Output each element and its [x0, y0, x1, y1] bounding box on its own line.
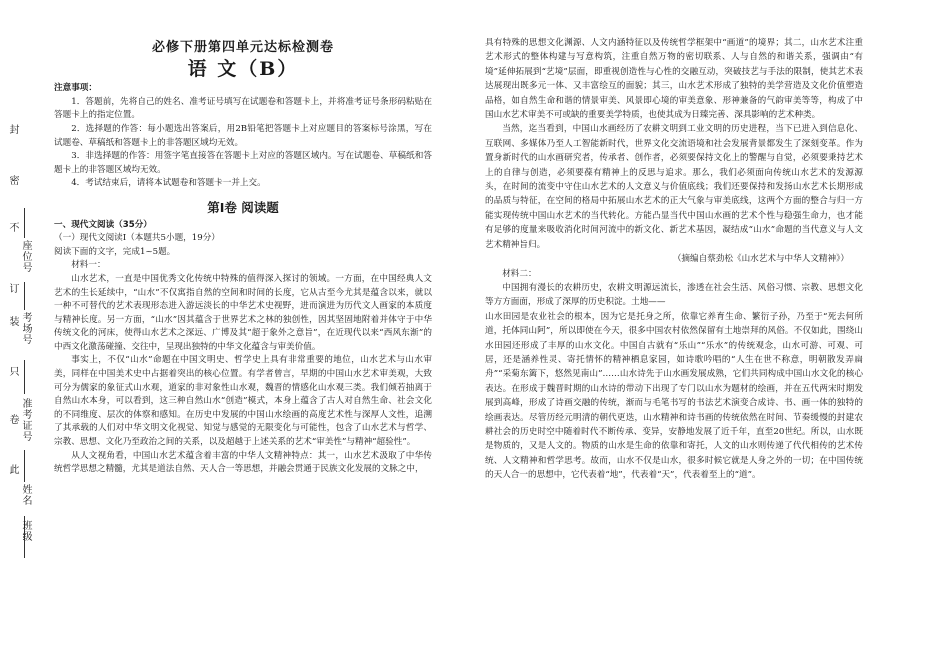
ticket-line: [24, 360, 25, 394]
exam-room-line: [24, 282, 25, 310]
part-heading: 一、现代文阅读（35分）: [54, 219, 152, 230]
paragraph: 当然，迄当看到，中国山水画经历了农耕文明到工业文明的历史进程，当下已进入到信息化、互联网、多媒体乃至人工智能新时代，世界文化交流语境和社会发展背景都发生了深刻变革。作为置身新时代的山水画研究者，传承者、创作者，必须要保持文化上的警醒与自觉，必须要秉持艺术上的自律与创造，必须要葆有精神上的反思与追求。那么，我们必须面向传统山水艺术的发源源头，在时间的流变中守住山水艺术的人文意义与价值底线；我们还要保持和发扬山水艺术长期形成的品质与特征，在空间的格局中拓展山水艺术的正大气象与审美底线，这两个方面的整合与归一方能实现传统中国山水艺术的当代转化。方能凸显当代中国山水画的艺术个性与稳强生命力，也才能有足够的度量来吸收消化时间河流中的新文化、新艺术基因，凝结成“山水”命题的当代意义与人文艺术精神旨归。: [485, 124, 863, 250]
paragraph: 从人文视角看，中国山水艺术蕴含着丰富的中华人文精神特点：其一，山水艺术汲取了中华传统哲学思想之精髓，尤其是道法自然、天人合一等思想，并融会贯通于民族文化发展的文脉之中，: [54, 450, 432, 475]
material-label: 材料一：: [71, 260, 106, 271]
sub-heading: （一）现代文阅读Ⅰ（本题共5小题，19分）: [54, 233, 220, 244]
binding-char-mi: 密: [7, 175, 18, 186]
name-label: 姓名: [20, 484, 31, 506]
left-column: [54, 38, 432, 668]
binding-char-zhi: 只: [7, 366, 18, 377]
binding-char-bu: 不: [7, 222, 18, 233]
paragraph: 山水田园是农业社会的根本，因为它是托身之所，依靠它养育生命、繁衍子孙，乃至于“死去何所道，托体同山阿”，所以即使在今天，很多中国农村依然保留有土地崇拜的风俗。不仅如此，围绕山水田园还形成了丰厚的山水文化。中国自古就有“乐山”“乐水”的传统观念，山水可游、可观、可居，还是涵养性灵、寄托情怀的精神栖息家园，如诗歌吟唱的“人生在世不称意，明朝散发弄扁舟”“采菊东篱下，悠然见南山”……山水诗先于山水画发展成熟，它们共同构成中国山水文化的核心表达。在形成于魏晋时期的山水诗的带动下出现了专门以山水为题材的绘画，并在五代两宋时期发展到高峰，形成了诗画交融的传统，渐而与毛笔书写的书法艺术演变合成诗、书、画一体的独特的绘画表达。尽管历经元明清的朝代更迭，山水精神和诗书画的传统依然在时间、节奏缓慢的封建农耕社会的历史时空中随着时代不断传承、变异，安静地发展了近千年，直至20世纪。所以，山水既是物质的，又是人文的。物质的山水是生命的依靠和寄托，人文的山水则传递了代代相传的艺术传统、人文精神和哲学思考。故而，山水不仅是山水，很多时候它就是人身之外的一切；在中国传统的天人合一的思想中，它代表着“地”，代表着“天”，代表着至上的“道”。: [485, 311, 863, 481]
paragraph: 中国拥有漫长的农耕历史，农耕文明源远流长，渗透在社会生活、风俗习惯、宗教、思想文化等方方面面，形成了深厚的历史积淀。土地——: [485, 282, 863, 308]
notice-item: 4．考试结束后，请将本试题卷和答题卡一并上交。: [71, 178, 266, 189]
seat-line: [24, 208, 25, 238]
seat-number-label: 座位号: [20, 240, 31, 273]
reading-instruction: 阅读下面的文字，完成1~5题。: [54, 246, 176, 257]
binding-char-feng: 封: [7, 124, 18, 135]
paragraph: 具有特殊的思想文化渊源、人文内涵特征以及传统哲学框架中“画道”的境界；其二，山水艺术注重艺术形式的整体构建与写意构筑，注重自然万物的密切联系、人与自然的和谐关系，强调由“有境”延伸拓展到“艺境”层面，即重视创造性与心性的交融互动，突破技艺与手法的限制，使其艺术表达展现出既多元一体、又丰富绘互的面貌；其三，山水艺术形成了独特的美学营造及文化价值塑造品格，如自然生命和谐的情景审美、风景即心境的审美意象、形神兼备的气韵审美等等，构成了中国山水艺术审美不可或缺的重要美学特质，也使其成为日臻完善、深具影响的艺术种类。: [485, 38, 863, 121]
ticket-number-label: 准考证号: [20, 398, 31, 442]
source-citation: （摘编自蔡劲松《山水艺术与中华人文精神》）: [672, 254, 849, 265]
binding-gutter: [0, 0, 52, 672]
binding-char-zhuang: 装: [7, 316, 18, 327]
paragraph: 事实上，不仅“山水”命题在中国文明史、哲学史上具有非常重要的地位，山水艺术与山水审美，同样在中国美术史中占据着突出的核心位置。有学者曾言，早期的中国山水艺术审美观，大致可分为儒家的象征式山水观，道家的非对象性山水观，魏晋的情感化山水观三类。我们倾若抽离于自然山水本身，可以看到，这三种自然山水“创造”模式，本身上蕴含了古人对自然生命、社会文化的不同维度、层次的体察和感知。在历史中发展的中国山水绘画的高度艺术性与深厚人文性，追溯了其承载的人们对中华文明文化视觉、知觉与感觉的无限变化与可能性，包含了山水艺术与哲学、宗教、思想、文化乃至政治之间的关系，以及超越于上述关系的艺术“审美性”与精神“超验性”。: [54, 355, 432, 448]
section-title: 第Ⅰ卷 阅读题: [207, 199, 279, 215]
binding-char-juan: 卷: [7, 414, 18, 425]
right-column: [485, 36, 863, 668]
notice-item: 1．答题前，先将自己的姓名、准考证号填写在试题卷和答题卡上，并将准考证号条形码粘贴在答题卡上的指定位置。: [54, 96, 432, 121]
binding-char-ci: 此: [7, 464, 18, 475]
class-label: 班级: [20, 520, 31, 542]
name-line: [24, 450, 25, 482]
notice-heading: 注意事项：: [54, 83, 97, 94]
notice-item: 3．非选择题的作答：用签字笔直接答在答题卡上对应的答题区域内。写在试题卷、草稿纸和答题卡上的非答题区域均无效。: [54, 151, 432, 175]
material-label: 材料二：: [502, 268, 537, 279]
notice-item: 2．选择题的作答：每小题选出答案后，用2B铅笔把答题卡上对应题目的答案标号涂黑，写在试题卷、草稿纸和答题卡上的非答题区域均无效。: [54, 123, 432, 148]
binding-char-ding: 订: [7, 283, 18, 294]
exam-title: 必修下册第四单元达标检测卷: [151, 40, 334, 55]
paragraph: 山水艺术，一直是中国优秀文化传统中特殊的值得深入探讨的领域。一方面，在中国经典人文艺术的生长延续中，“山水”不仅寓指自然的空间和时间的长度，它从古至今尤其是蕴含以来，就以一种不可替代的艺术表现形态进入游远淡长的中华艺术史视野，进而演进为历代文人画家的本质度与精神长度。另一方面，“山水”因其蕴含于世界艺术之林的独创性，因其坚固地附着并体守于中华传统文化的河床，使得山水艺术之深远、广博及其“超于象外之意旨”，在近现代以来“西风东渐”的中西文化激荡碰撞、交往中，呈现出独特的中华文化蕴含与审美价值。: [54, 273, 432, 352]
exam-subject: 语 文（B）: [187, 57, 299, 80]
exam-room-label: 考场号: [20, 312, 31, 345]
